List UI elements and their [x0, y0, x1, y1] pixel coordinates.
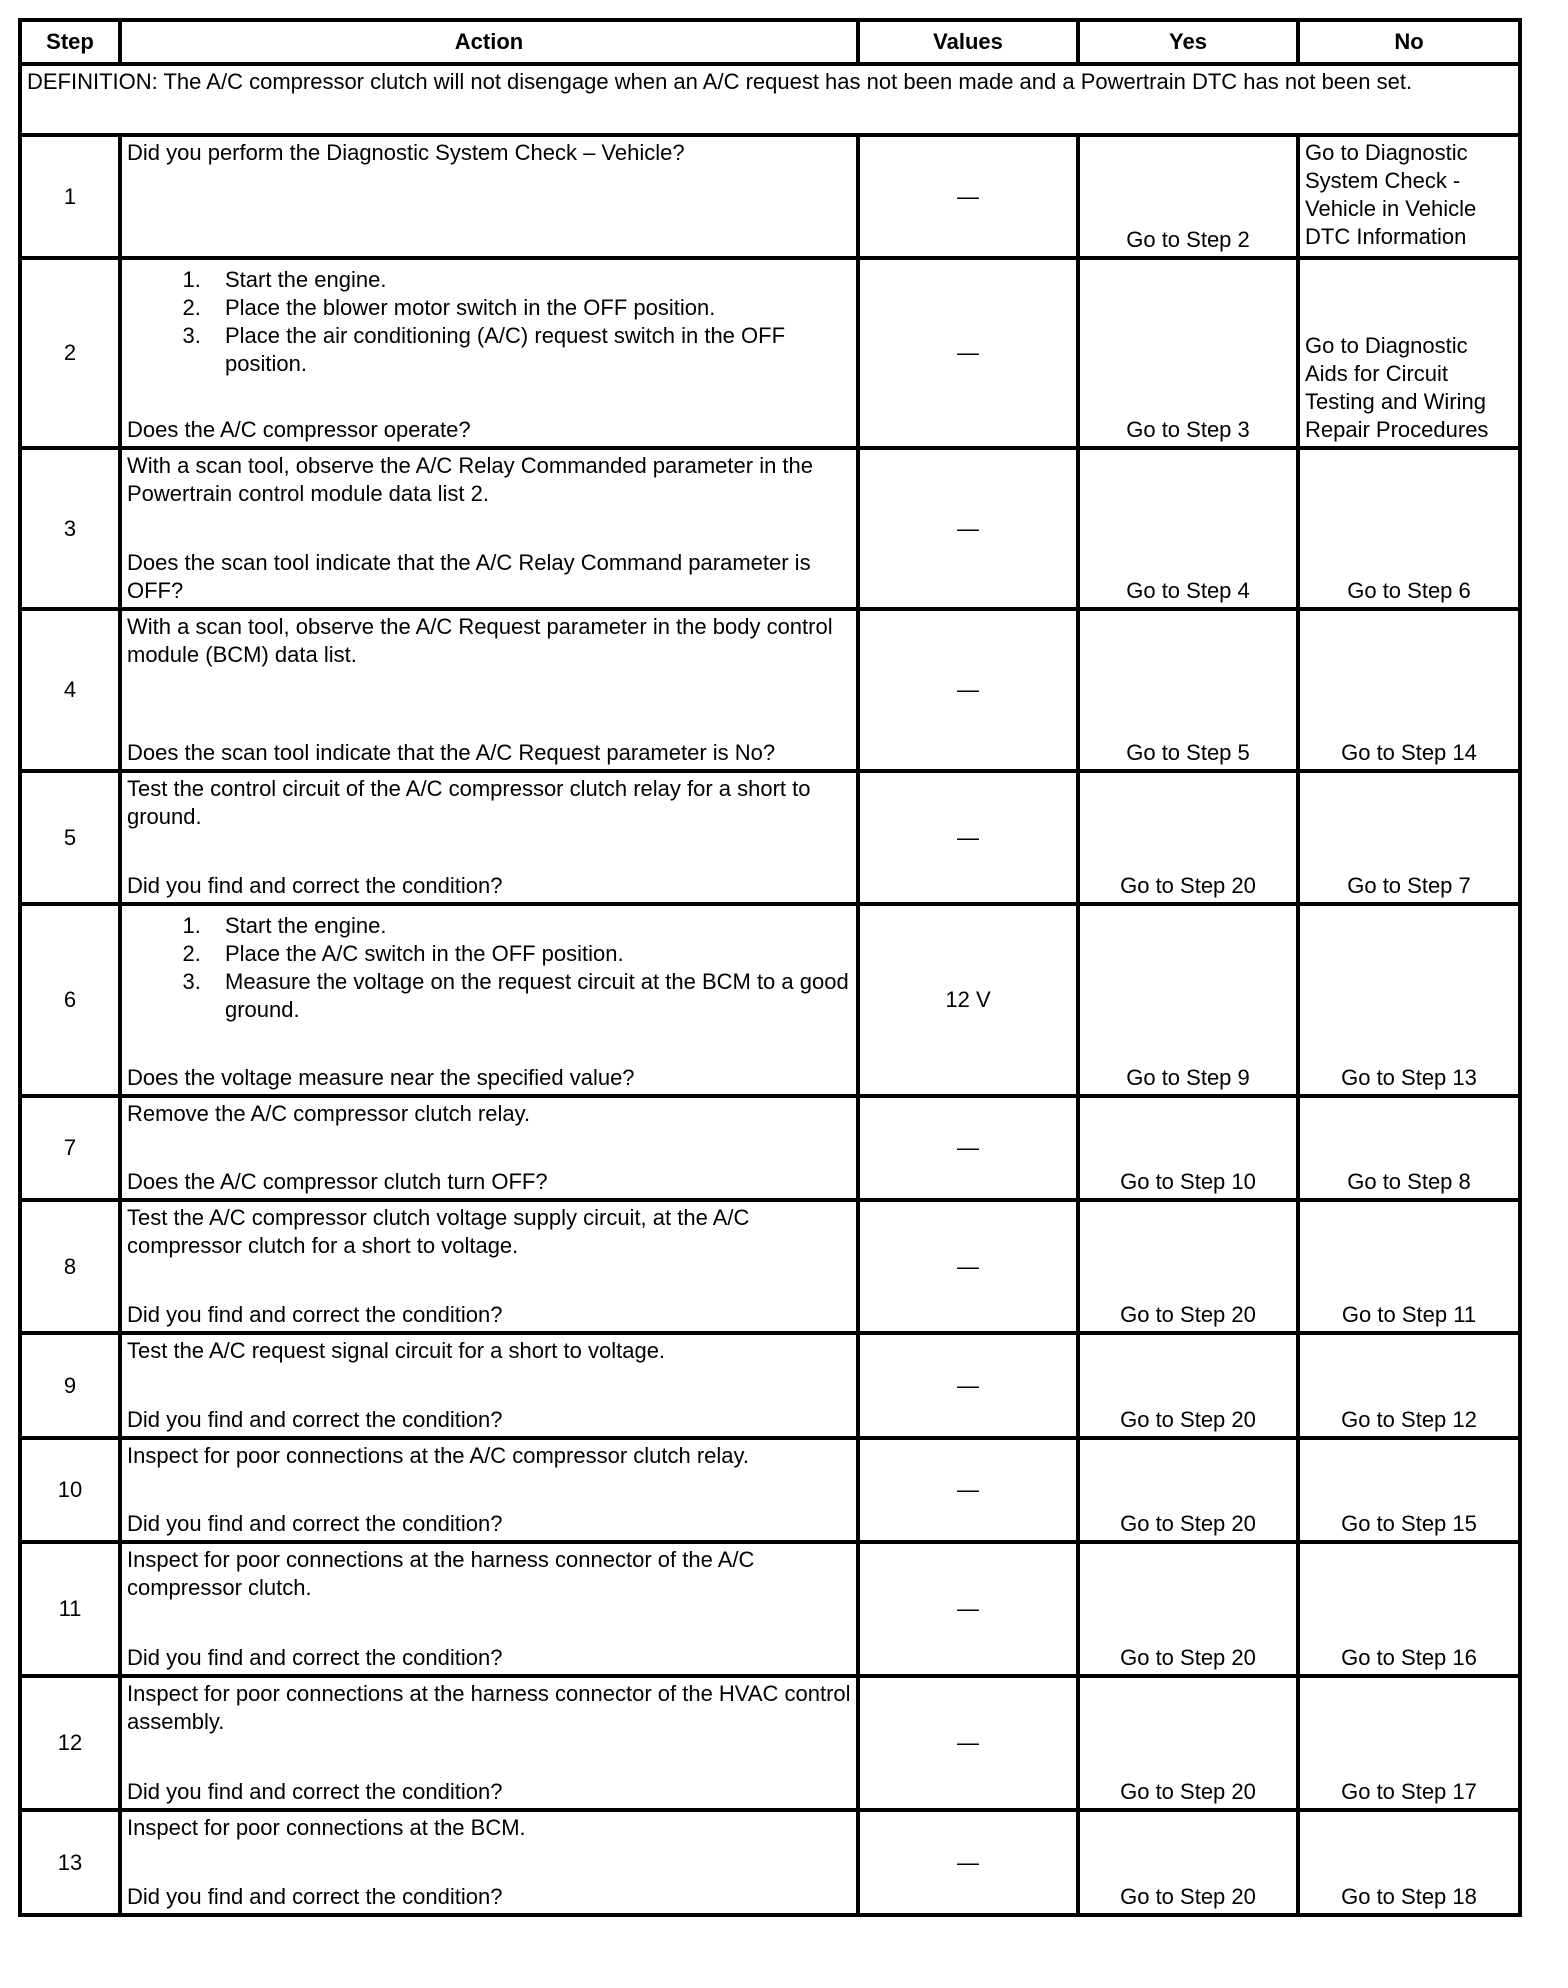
action-text: Inspect for poor connections at the harness connector of the HVAC control assembly.: [127, 1681, 851, 1734]
action-cell: [120, 1542, 858, 1676]
table-row: [20, 1810, 1520, 1915]
table-row: [20, 771, 1520, 904]
action-question: Does the scan tool indicate that the A/C Request parameter is No?: [127, 740, 776, 765]
action-text: Test the A/C request signal circuit for a short to voltage.: [127, 1338, 666, 1363]
value-cell: —: [858, 1542, 1078, 1676]
no-link[interactable]: Go to Diagnostic Aids for Circuit Testing and Wiring Repair Procedures: [1298, 258, 1520, 448]
table-row: [20, 1542, 1520, 1676]
action-text: Inspect for poor connections at the BCM.: [127, 1815, 526, 1840]
step-number: 5: [20, 771, 120, 904]
step-number: 8: [20, 1200, 120, 1333]
yes-link[interactable]: Go to Step 20: [1078, 771, 1298, 904]
value-cell: —: [858, 609, 1078, 771]
table-row: [20, 1096, 1520, 1200]
action-text: Inspect for poor connections at the A/C compressor clutch relay.: [127, 1443, 750, 1468]
action-step: 1. Start the engine.: [207, 912, 851, 940]
action-cell: [120, 1438, 858, 1542]
action-cell: [120, 771, 858, 904]
action-text: With a scan tool, observe the A/C Relay Commanded parameter in the Powertrain control module data list 2.: [127, 453, 814, 506]
action-cell: [120, 448, 858, 609]
action-text: With a scan tool, observe the A/C Request parameter in the body control module (BCM) data list.: [127, 614, 833, 667]
action-cell: [120, 1096, 858, 1200]
action-step: 3. Measure the voltage on the request circuit at the BCM to a good ground.: [207, 968, 851, 1024]
action-question: Did you find and correct the condition?: [127, 1302, 503, 1327]
action-question: Does the A/C compressor operate?: [127, 417, 471, 442]
action-question: Did you find and correct the condition?: [127, 1884, 503, 1909]
action-text: Test the control circuit of the A/C compressor clutch relay for a short to ground.: [127, 776, 811, 829]
value-cell: —: [858, 448, 1078, 609]
action-cell: [120, 1676, 858, 1810]
table-row: [20, 609, 1520, 771]
action-step: 2. Place the blower motor switch in the OFF position.: [207, 294, 851, 322]
header-no: No: [1298, 20, 1520, 64]
yes-link[interactable]: Go to Step 20: [1078, 1810, 1298, 1915]
table-row: [20, 1200, 1520, 1333]
action-step: 1. Start the engine.: [207, 266, 851, 294]
yes-link[interactable]: Go to Step 20: [1078, 1676, 1298, 1810]
value-cell: —: [858, 1676, 1078, 1810]
step-number: 1: [20, 135, 120, 258]
step-number: 11: [20, 1542, 120, 1676]
no-link[interactable]: Go to Step 7: [1298, 771, 1520, 904]
no-link[interactable]: Go to Step 15: [1298, 1438, 1520, 1542]
value-cell: —: [858, 1810, 1078, 1915]
step-number: 4: [20, 609, 120, 771]
step-number: 3: [20, 448, 120, 609]
yes-link[interactable]: Go to Step 9: [1078, 904, 1298, 1096]
action-text: Remove the A/C compressor clutch relay.: [127, 1101, 531, 1126]
yes-link[interactable]: Go to Step 3: [1078, 258, 1298, 448]
value-cell: —: [858, 135, 1078, 258]
yes-link[interactable]: Go to Step 2: [1078, 135, 1298, 258]
action-steps: [127, 912, 851, 1024]
header-yes: Yes: [1078, 20, 1298, 64]
action-cell: [120, 609, 858, 771]
action-steps: [127, 266, 851, 378]
table-row: [20, 448, 1520, 609]
value-cell: 12 V: [858, 904, 1078, 1096]
no-link[interactable]: Go to Step 17: [1298, 1676, 1520, 1810]
table-row: [20, 1438, 1520, 1542]
no-link[interactable]: Go to Step 16: [1298, 1542, 1520, 1676]
no-link[interactable]: Go to Step 18: [1298, 1810, 1520, 1915]
action-question: Did you find and correct the condition?: [127, 1645, 503, 1670]
action-text: Did you perform the Diagnostic System Check – Vehicle?: [127, 140, 685, 165]
step-number: 6: [20, 904, 120, 1096]
table-row: [20, 904, 1520, 1096]
action-cell: [120, 1810, 858, 1915]
yes-link[interactable]: Go to Step 10: [1078, 1096, 1298, 1200]
table-row: [20, 135, 1520, 258]
diagnostic-table: [18, 18, 1522, 1917]
step-number: 13: [20, 1810, 120, 1915]
value-cell: —: [858, 1333, 1078, 1438]
action-text: Test the A/C compressor clutch voltage supply circuit, at the A/C compressor clutch for a short to voltage.: [127, 1205, 750, 1258]
action-question: Does the voltage measure near the specified value?: [127, 1065, 635, 1090]
action-step: 3. Place the air conditioning (A/C) request switch in the OFF position.: [207, 322, 851, 378]
value-cell: —: [858, 258, 1078, 448]
action-cell: [120, 135, 858, 258]
no-link[interactable]: Go to Step 12: [1298, 1333, 1520, 1438]
table-row: [20, 1333, 1520, 1438]
step-number: 7: [20, 1096, 120, 1200]
value-cell: —: [858, 1438, 1078, 1542]
value-cell: —: [858, 1200, 1078, 1333]
value-cell: —: [858, 771, 1078, 904]
no-link[interactable]: Go to Step 13: [1298, 904, 1520, 1096]
no-link[interactable]: Go to Step 14: [1298, 609, 1520, 771]
header-row: [20, 20, 1520, 64]
no-link[interactable]: Go to Diagnostic System Check - Vehicle in Vehicle DTC Information: [1298, 135, 1520, 258]
action-question: Does the scan tool indicate that the A/C Relay Command parameter is OFF?: [127, 550, 811, 603]
definition: DEFINITION: The A/C compressor clutch will not disengage when an A/C request has not been made and a Powertrain DTC has not been set.: [20, 64, 1520, 135]
step-number: 10: [20, 1438, 120, 1542]
action-step: 2. Place the A/C switch in the OFF position.: [207, 940, 851, 968]
yes-link[interactable]: Go to Step 20: [1078, 1438, 1298, 1542]
yes-link[interactable]: Go to Step 4: [1078, 448, 1298, 609]
header-step: Step: [20, 20, 120, 64]
step-number: 2: [20, 258, 120, 448]
action-question: Did you find and correct the condition?: [127, 1407, 503, 1432]
action-cell: [120, 904, 858, 1096]
action-question: Did you find and correct the condition?: [127, 873, 503, 898]
action-cell: [120, 258, 858, 448]
no-link[interactable]: Go to Step 6: [1298, 448, 1520, 609]
action-cell: [120, 1333, 858, 1438]
no-link[interactable]: Go to Step 8: [1298, 1096, 1520, 1200]
action-question: Does the A/C compressor clutch turn OFF?: [127, 1169, 548, 1194]
table-row: [20, 258, 1520, 448]
step-number: 12: [20, 1676, 120, 1810]
no-link[interactable]: Go to Step 11: [1298, 1200, 1520, 1333]
yes-link[interactable]: Go to Step 20: [1078, 1200, 1298, 1333]
step-number: 9: [20, 1333, 120, 1438]
yes-link[interactable]: Go to Step 20: [1078, 1542, 1298, 1676]
definition-row: [20, 64, 1520, 135]
value-cell: —: [858, 1096, 1078, 1200]
header-action: Action: [120, 20, 858, 64]
action-question: Did you find and correct the condition?: [127, 1511, 503, 1536]
action-text: Inspect for poor connections at the harness connector of the A/C compressor clutch.: [127, 1547, 755, 1600]
yes-link[interactable]: Go to Step 5: [1078, 609, 1298, 771]
header-values: Values: [858, 20, 1078, 64]
yes-link[interactable]: Go to Step 20: [1078, 1333, 1298, 1438]
action-cell: [120, 1200, 858, 1333]
table-row: [20, 1676, 1520, 1810]
action-question: Did you find and correct the condition?: [127, 1779, 503, 1804]
